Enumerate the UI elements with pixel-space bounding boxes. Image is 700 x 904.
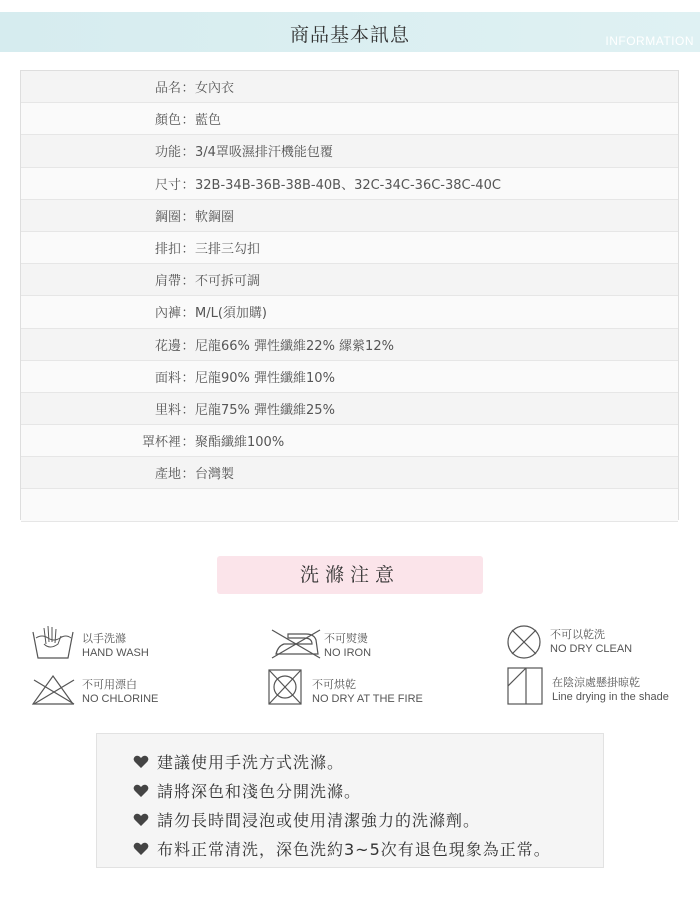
care-item-no-dry-clean — [506, 624, 632, 660]
care-label-zh: 不可熨燙 — [324, 632, 368, 645]
spec-separator: ： — [181, 209, 195, 225]
care-label-en: NO IRON — [324, 647, 372, 659]
spec-row — [21, 264, 678, 296]
care-notes — [96, 733, 604, 868]
hand-wash-icon — [30, 624, 76, 660]
spec-row — [21, 393, 678, 425]
spec-label: 面料 — [154, 370, 181, 386]
spec-separator: ： — [181, 467, 195, 483]
heart-icon — [133, 842, 149, 856]
spec-label: 尺寸 — [154, 177, 181, 193]
care-item-no-chlorine — [30, 672, 158, 708]
spec-separator: ： — [181, 274, 195, 290]
care-label-zh: 以手洗滌 — [82, 632, 126, 645]
info-header — [0, 12, 700, 52]
spec-value: 軟鋼圈 — [195, 209, 235, 225]
line-dry-shade-icon — [506, 666, 546, 706]
spec-separator: ： — [181, 177, 195, 193]
spec-row-empty — [21, 489, 678, 521]
spec-separator: ： — [181, 306, 195, 322]
section-subtitle: INFORMATION — [605, 34, 694, 48]
no-tumble-dry-icon — [266, 668, 306, 706]
no-iron-icon — [268, 626, 322, 662]
spec-label: 顏色 — [154, 113, 181, 129]
care-label-zh: 不可烘乾 — [312, 678, 356, 691]
note-text: 建議使用手洗方式洗滌。 — [157, 753, 345, 772]
spec-label: 花邊 — [154, 338, 181, 354]
care-label-en: HAND WASH — [82, 647, 149, 659]
spec-label: 功能 — [154, 145, 181, 161]
spec-separator: ： — [181, 145, 195, 161]
spec-row — [21, 71, 678, 103]
no-dry-clean-icon — [506, 624, 552, 660]
spec-row — [21, 457, 678, 489]
spec-row — [21, 329, 678, 361]
care-label-zh: 不可以乾洗 — [550, 628, 605, 641]
spec-row — [21, 425, 678, 457]
spec-value: 尼龍90% 彈性纖維10% — [195, 370, 335, 386]
spec-separator: ： — [181, 338, 195, 354]
spec-row — [21, 232, 678, 264]
spec-value: 3/4罩吸濕排汗機能包覆 — [195, 145, 333, 161]
spec-value: 三排三勾扣 — [195, 242, 261, 258]
spec-value: 32B-34B-36B-38B-40B、32C-34C-36C-38C-40C — [195, 177, 501, 193]
no-chlorine-icon — [30, 672, 76, 708]
spec-row — [21, 200, 678, 232]
section-title: 商品基本訊息 — [289, 24, 410, 46]
care-label-en: Line drying in the shade — [552, 691, 669, 703]
spec-separator: ： — [181, 370, 195, 386]
spec-value: 不可拆可調 — [195, 274, 261, 290]
spec-table — [20, 70, 679, 520]
spec-value: 藍色 — [195, 113, 222, 129]
spec-label: 排扣 — [154, 242, 181, 258]
spec-separator: ： — [181, 402, 195, 418]
note-text: 請將深色和淺色分開洗滌。 — [157, 782, 362, 801]
spec-separator: ： — [181, 81, 195, 97]
note-text: 布料正常清洗，深色洗約3~5次有退色現象為正常。 — [157, 840, 551, 859]
note-item — [133, 747, 603, 776]
spec-row — [21, 103, 678, 135]
spec-value: 尼龍75% 彈性纖維25% — [195, 402, 335, 418]
spec-label: 罩杯裡 — [141, 435, 181, 451]
spec-value: 聚酯纖維100% — [195, 435, 285, 451]
care-label-en: NO CHLORINE — [82, 693, 159, 705]
spec-label: 肩帶 — [154, 274, 181, 290]
spec-value: 台灣製 — [195, 467, 235, 483]
spec-label: 產地 — [154, 467, 181, 483]
heart-icon — [133, 755, 149, 769]
spec-value: 尼龍66% 彈性纖維22% 縲縈12% — [195, 338, 394, 354]
care-item-hand-wash — [30, 624, 149, 660]
care-label-zh: 不可用漂白 — [82, 678, 137, 691]
spec-row — [21, 361, 678, 393]
heart-icon — [133, 784, 149, 798]
care-item-no-tumble-dry — [266, 668, 423, 706]
note-item — [133, 776, 603, 805]
note-text: 請勿長時間浸泡或使用清潔強力的洗滌劑。 — [157, 811, 481, 830]
spec-separator: ： — [181, 113, 195, 129]
spec-value: M/L(須加購) — [195, 306, 267, 322]
care-title: 洗滌注意 — [217, 556, 483, 594]
spec-row — [21, 296, 678, 328]
spec-separator: ： — [181, 242, 195, 258]
spec-value: 女內衣 — [195, 81, 235, 97]
care-item-line-dry-shade — [506, 666, 669, 706]
spec-label: 鋼圈 — [154, 209, 181, 225]
note-item — [133, 834, 603, 863]
care-label-zh: 在陰涼處懸掛晾乾 — [552, 676, 640, 689]
spec-label: 內褲 — [154, 306, 181, 322]
spec-label: 里料 — [154, 402, 181, 418]
spec-row — [21, 168, 678, 200]
spec-separator: ： — [181, 435, 195, 451]
spec-label: 品名 — [154, 81, 181, 97]
heart-icon — [133, 813, 149, 827]
note-item — [133, 805, 603, 834]
spec-row — [21, 135, 678, 167]
care-label-en: NO DRY AT THE FIRE — [312, 693, 423, 705]
care-label-en: NO DRY CLEAN — [550, 643, 633, 655]
care-item-no-iron — [268, 626, 371, 662]
